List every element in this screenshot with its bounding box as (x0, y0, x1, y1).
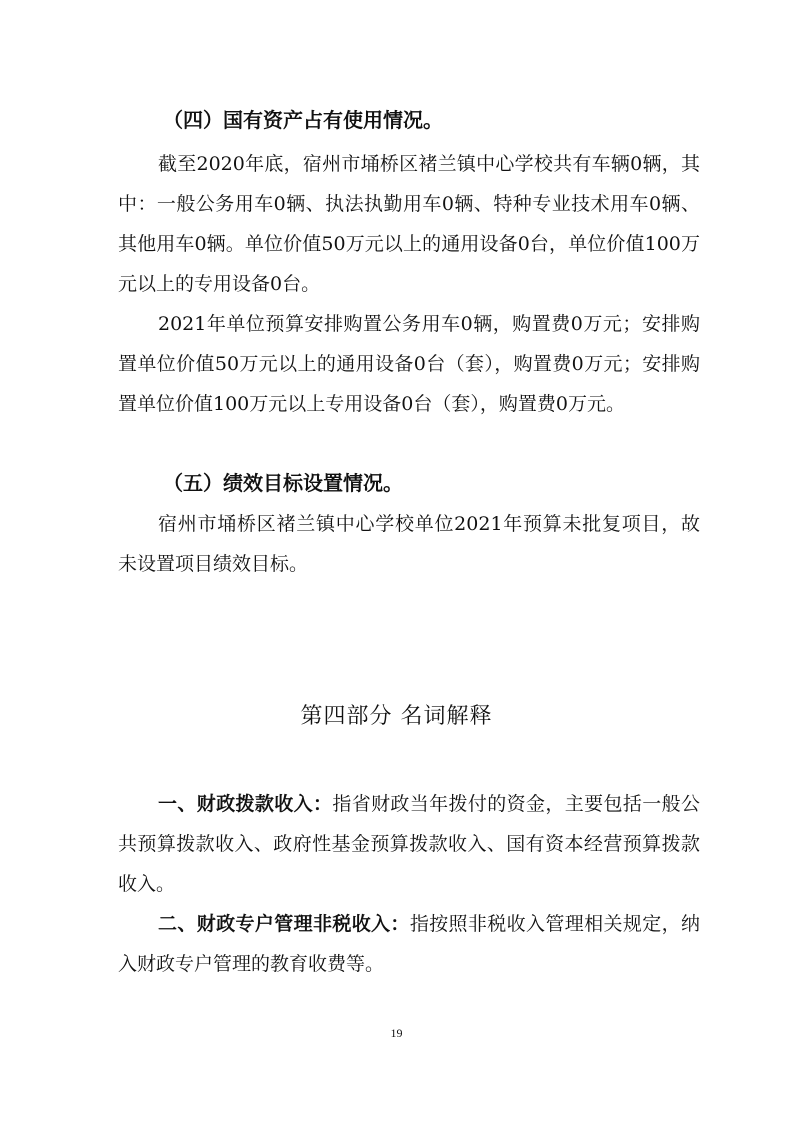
glossary-definition: 指省财政当年拨付的资金，主要包括一般公共预算拨款收入、政府性基金预算拨款收入、国有资本经营预算拨款收入。 (118, 793, 700, 895)
glossary-term: 一、财政拨款收入： (158, 793, 333, 815)
glossary-definition: 指按照非税收入管理相关规定，纳入财政专户管理的教育收费等。 (118, 913, 700, 975)
part-title-glossary: 第四部分 名词解释 (300, 704, 493, 729)
page-number: 19 (390, 1026, 403, 1040)
paragraph-purchase-budget: 2021年单位预算安排购置公务用车0辆，购置费0万元；安排购置单位价值50万元以上的通用设备0台（套），购置费0万元；安排购置单位价值100万元以上专用设备0台（套），购置费0万元。 (118, 313, 700, 415)
glossary-term: 二、财政专户管理非税收入： (158, 913, 410, 935)
paragraph-performance-goals: 宿州市埇桥区褚兰镇中心学校单位2021年预算未批复项目，故未设置项目绩效目标。 (118, 513, 700, 575)
glossary-item-special-account-nontax (118, 904, 700, 984)
section-heading-performance-goals: （五）绩效目标设置情况。 (163, 471, 403, 495)
paragraph-vehicles-equipment: 截至2020年底，宿州市埇桥区褚兰镇中心学校共有车辆0辆，其中：一般公务用车0辆、执法执勤用车0辆、特种专业技术用车0辆、其他用车0辆。单位价值50万元以上的通用设备0台，单位价值100万元以上的专用设备0台。 (118, 153, 700, 295)
glossary-item-fiscal-appropriation (118, 784, 700, 904)
section-heading-asset-usage: （四）国有资产占有使用情况。 (163, 108, 443, 132)
